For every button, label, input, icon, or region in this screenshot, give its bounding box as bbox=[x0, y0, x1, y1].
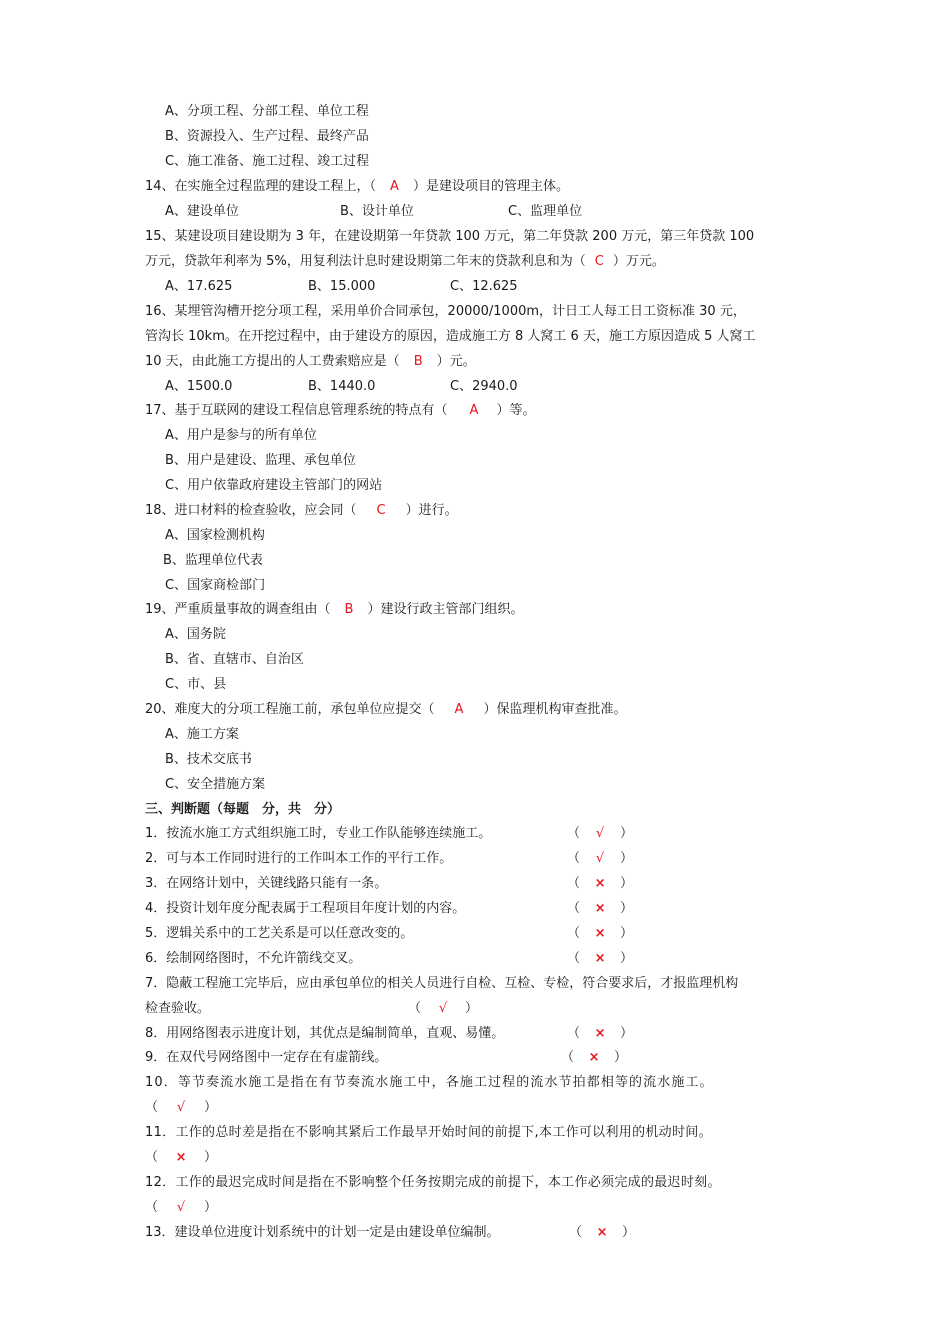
q14-stem-post: ）是建设项目的管理主体。 bbox=[412, 179, 569, 194]
cross-mark-icon: × bbox=[175, 1150, 187, 1165]
q18-stem-post: ）进行。 bbox=[405, 503, 458, 518]
q17-stem-pre: 17、基于互联网的建设工程信息管理系统的特点有（ bbox=[145, 403, 448, 418]
q14-answer: A bbox=[390, 179, 399, 194]
cross-mark-icon: × bbox=[596, 1225, 608, 1240]
q20-stem-pre: 20、难度大的分项工程施工前，承包单位应提交（ bbox=[145, 702, 435, 717]
check-mark-icon: √ bbox=[176, 1100, 186, 1115]
q20-answer: A bbox=[454, 702, 464, 717]
check-mark-icon: √ bbox=[438, 1001, 448, 1016]
tf-question-9-text: 9．在双代号网络图中一定存在有虚箭线。 bbox=[145, 1050, 388, 1065]
tf-question-2-text: 2．可与本工作同时进行的工作叫本工作的平行工作。 bbox=[145, 851, 453, 866]
tf-question-6-text: 6．绘制网络图时，不允许箭线交叉。 bbox=[145, 951, 362, 966]
q16-stem-line3 bbox=[145, 353, 476, 371]
q15-stem-pre: 万元，贷款年利率为 5%，用复利法计息时建设期第二年末的贷款利息和为（ bbox=[145, 254, 586, 269]
q14-option-c: C、监理单位 bbox=[508, 204, 583, 219]
tf-question-3-answer: （ × ） bbox=[567, 876, 634, 891]
q18-stem-pre: 18、进口材料的检查验收，应会同（ bbox=[145, 503, 357, 518]
tf-question-9-answer: （ × ） bbox=[561, 1050, 628, 1065]
cross-mark-icon: × bbox=[594, 901, 606, 916]
q18-option-a: A、国家检测机构 bbox=[165, 528, 265, 543]
q19-option-b: B、省、直辖市、自治区 bbox=[165, 652, 304, 667]
q13-option-a: A、分项工程、分部工程、单位工程 bbox=[165, 104, 369, 119]
q17-option-c: C、用户依靠政府建设主管部门的网站 bbox=[165, 478, 383, 493]
q19-stem-post: ）建设行政主管部门组织。 bbox=[367, 602, 524, 617]
tf-question-6-answer: （ × ） bbox=[567, 951, 634, 966]
q17-stem-post: ）等。 bbox=[496, 403, 536, 418]
q17-option-a: A、用户是参与的所有单位 bbox=[165, 428, 317, 443]
q19-option-a: A、国务院 bbox=[165, 627, 226, 642]
question-17 bbox=[145, 402, 535, 420]
q15-stem-post: ）万元。 bbox=[612, 254, 665, 269]
q14-option-a: A、建设单位 bbox=[165, 204, 239, 219]
q16-option-c: C、2940.0 bbox=[450, 379, 518, 394]
tf-question-1-answer: （ √ ） bbox=[567, 826, 634, 841]
tf-question-10-text: 10．等节奏流水施工是指在有节奏流水施工中，各施工过程的流水节拍都相等的流水施工。 bbox=[145, 1075, 714, 1090]
cross-mark-icon: × bbox=[594, 876, 606, 891]
q20-option-a: A、施工方案 bbox=[165, 727, 239, 742]
tf-question-7-text-line1: 7．隐蔽工程施工完毕后，应由承包单位的相关人员进行自检、互检、专检，符合要求后，才报监理机构 bbox=[145, 976, 739, 991]
tf-question-3-text: 3．在网络计划中，关键线路只能有一条。 bbox=[145, 876, 388, 891]
tf-question-2-answer: （ √ ） bbox=[567, 851, 634, 866]
tf-question-13-text: 13．建设单位进度计划系统中的计划一定是由建设单位编制。 bbox=[145, 1225, 500, 1240]
question-20 bbox=[145, 701, 626, 719]
tf-question-12-answer: （ √ ） bbox=[145, 1200, 218, 1215]
q16-option-b: B、1440.0 bbox=[308, 379, 376, 394]
q17-answer: A bbox=[469, 403, 479, 418]
q16-stem-line2: 管沟长 10km。在开挖过程中，由于建设方的原因，造成施工方 8 人窝工 6 天，施工方原因造成 5 人窝工 bbox=[145, 329, 756, 344]
cross-mark-icon: × bbox=[594, 951, 606, 966]
check-mark-icon: √ bbox=[595, 851, 605, 866]
cross-mark-icon: × bbox=[588, 1050, 600, 1065]
q18-answer: C bbox=[376, 503, 386, 518]
tf-question-10-answer: （ √ ） bbox=[145, 1100, 218, 1115]
tf-question-8-text: 8．用网络图表示进度计划，其优点是编制简单，直观、易懂。 bbox=[145, 1026, 505, 1041]
q19-answer: B bbox=[344, 602, 354, 617]
q13-option-b: B、资源投入、生产过程、最终产品 bbox=[165, 129, 369, 144]
q15-stem-line1: 15、某建设项目建设期为 3 年，在建设期第一年贷款 100 万元，第二年贷款 200 万元，第三年贷款 100 bbox=[145, 229, 755, 244]
q14-stem-pre: 14、在实施全过程监理的建设工程上，（ bbox=[145, 179, 377, 194]
tf-question-5-text: 5．逻辑关系中的工艺关系是可以任意改变的。 bbox=[145, 926, 414, 941]
q20-option-c: C、安全措施方案 bbox=[165, 777, 266, 792]
question-18 bbox=[145, 502, 458, 520]
q19-option-c: C、市、县 bbox=[165, 677, 227, 692]
q15-option-a: A、17.625 bbox=[165, 279, 233, 294]
check-mark-icon: √ bbox=[595, 826, 605, 841]
q20-stem-post: ）保监理机构审查批准。 bbox=[483, 702, 627, 717]
tf-question-11-answer: （ × ） bbox=[145, 1150, 218, 1165]
cross-mark-icon: × bbox=[594, 926, 606, 941]
tf-question-4-text: 4．投资计划年度分配表属于工程项目年度计划的内容。 bbox=[145, 901, 466, 916]
tf-question-12-text: 12．工作的最迟完成时间是指在不影响整个任务按期完成的前提下，本工作必须完成的最迟时刻。 bbox=[145, 1175, 721, 1190]
question-19 bbox=[145, 601, 523, 619]
q20-option-b: B、技术交底书 bbox=[165, 752, 252, 767]
q16-option-a: A、1500.0 bbox=[165, 379, 233, 394]
tf-question-7-text-line2: 检查验收。 bbox=[145, 1001, 211, 1016]
q15-option-c: C、12.625 bbox=[450, 279, 518, 294]
tf-question-4-answer: （ × ） bbox=[567, 901, 634, 916]
cross-mark-icon: × bbox=[594, 1026, 606, 1041]
q16-stem-line1: 16、某埋管沟槽开挖分项工程，采用单价合同承包，20000/1000m，计日工人每工日工资标准 30 元， bbox=[145, 304, 746, 319]
tf-question-1-text: 1．按流水施工方式组织施工时，专业工作队能够连续施工。 bbox=[145, 826, 492, 841]
q15-answer: C bbox=[594, 254, 604, 269]
tf-question-13-answer: （ × ） bbox=[569, 1225, 636, 1240]
tf-question-7-answer: （ √ ） bbox=[408, 1001, 479, 1016]
tf-question-5-answer: （ × ） bbox=[567, 926, 634, 941]
q15-stem-line2 bbox=[145, 253, 665, 271]
question-14 bbox=[145, 178, 569, 196]
q18-option-c: C、国家商检部门 bbox=[165, 578, 266, 593]
q15-option-b: B、15.000 bbox=[308, 279, 376, 294]
check-mark-icon: √ bbox=[176, 1200, 186, 1215]
q16-stem-pre: 10 天，由此施工方提出的人工费索赔应是（ bbox=[145, 354, 400, 369]
q13-option-c: C、施工准备、施工过程、竣工过程 bbox=[165, 154, 370, 169]
q16-stem-post: ）元。 bbox=[436, 354, 476, 369]
q14-option-b: B、设计单位 bbox=[340, 204, 414, 219]
tf-question-8-answer: （ × ） bbox=[567, 1026, 634, 1041]
q17-option-b: B、用户是建设、监理、承包单位 bbox=[165, 453, 356, 468]
q19-stem-pre: 19、严重质量事故的调查组由（ bbox=[145, 602, 331, 617]
tf-question-11-text: 11．工作的总时差是指在不影响其紧后工作最早开始时间的前提下,本工作可以利用的机动时间。 bbox=[145, 1125, 712, 1140]
section-3-heading: 三、判断题（每题 分，共 分） bbox=[145, 802, 341, 817]
q16-answer: B bbox=[413, 354, 423, 369]
q18-option-b: B、监理单位代表 bbox=[163, 553, 263, 568]
